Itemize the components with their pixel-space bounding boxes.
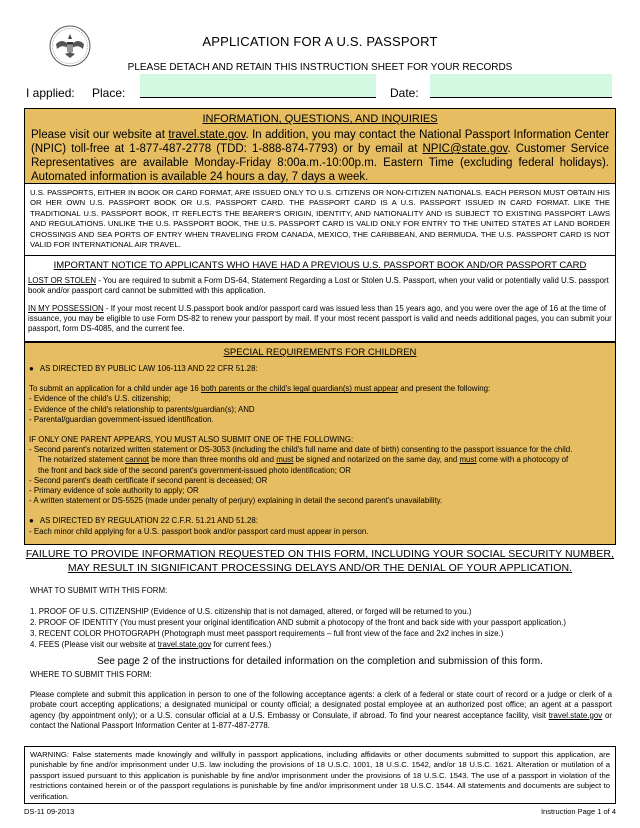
place-label: Place: xyxy=(92,86,126,100)
false-statements-warning: WARNING: False statements made knowingly and willfully in passport applications, including affidavits or other documents submitted to support this application, are punishable by fine and/or imprisonment under U.S. law including the provisions of 18 U.S.C. 1001, 18 U.S.C. 1542, and/or 18 U.S.C. 1621. Alteration or mutilation of a passport issued pursuant to this application is punishable by fine and/or imprisonment under the provisions of 18 U.S.C. 1543. The use of a passport in violation of the restrictions contained herein or of the passport regulations is punishable by fine and/or imprisonment under 18 U.S.C. 1544. All statements and documents are subject to verification. xyxy=(24,746,616,804)
one-parent-item: - Second parent's death certificate if second parent is deceased; OR xyxy=(29,475,268,485)
what-to-submit-heading: WHAT TO SUBMIT WITH THIS FORM: xyxy=(30,586,168,595)
where-to-submit-heading: WHERE TO SUBMIT THIS FORM: xyxy=(30,670,152,679)
see-page-2-note: See page 2 of the instructions for detailed information on the completion and submission of this form. xyxy=(97,656,543,667)
one-parent-item: - Second parent's notarized written statement or DS-3053 (including the child's full name and date of birth) consenting to the passport issuance for the child. xyxy=(29,445,573,455)
failure-warning: FAILURE TO PROVIDE INFORMATION REQUESTED ON THIS FORM, INCLUDING YOUR SOCIAL SECURITY NUMBER, MAY RESULT IN SIGNIFICANT PROCESSING DELAYS AND/OR THE DENIAL OF YOUR APPLICATION. xyxy=(25,548,615,574)
lost-or-stolen-paragraph: LOST OR STOLEN - You are required to submit a Form DS-64, Statement Regarding a Lost or Stolen U.S. Passport, when your valid or potentially valid U.S. passport book and/or passport card cannot be submitted with this application. xyxy=(28,276,609,295)
submit-item: 4. FEES (Please visit our website at travel.state.gov for current fees.) xyxy=(30,640,272,649)
submit-item: 3. RECENT COLOR PHOTOGRAPH (Photograph must meet passport requirements – full front view of the face and 2x2 inches in size.) xyxy=(30,629,504,638)
submit-item: 2. PROOF OF IDENTITY (You must present your original identification AND submit a photocopy of the front and back side with your passport application.) xyxy=(30,618,566,627)
information-box xyxy=(24,108,616,184)
regulation-line: ● AS DIRECTED BY REGULATION 22 C.F.R. 51.21 AND 51.28: xyxy=(25,516,615,526)
evidence-item: - Evidence of the child's U.S. citizenship; xyxy=(29,394,171,404)
form-title: APPLICATION FOR A U.S. PASSPORT xyxy=(202,34,438,49)
public-law-line: ● AS DIRECTED BY PUBLIC LAW 106-113 AND 22 CFR 51.28: xyxy=(25,364,615,374)
fees-link[interactable]: travel.state.gov xyxy=(157,640,212,649)
date-label: Date: xyxy=(390,86,419,100)
travel-state-gov-link[interactable]: travel.state.gov xyxy=(168,129,246,141)
regulation-item: - Each minor child applying for a U.S. passport book and/or passport card must appear in person. xyxy=(29,526,369,536)
info-text: Please visit our website at travel.state.gov. In addition, you may contact the National Passport Information Center (NPIC) toll-free at 1-877-487-2778 (TDD: 1-888-874-7793) or by email at NPIC@state.gov. Customer Service Representatives are available Monday-Friday 8:00a.m.-10:00p.m. Eastern Time (excluding federal holidays). Automated information is available 24 hours a day, 7 days a week. xyxy=(31,129,609,183)
one-parent-item: - A written statement or DS-5525 (made under penalty of perjury) explaining in detail the second parent's unavailability. xyxy=(29,496,443,506)
notice-heading: IMPORTANT NOTICE TO APPLICANTS WHO HAVE HAD A PREVIOUS U.S. PASSPORT BOOK AND/OR PASSPORT CARD xyxy=(53,260,587,271)
previous-passport-notice xyxy=(24,256,616,342)
submit-item: 1. PROOF OF U.S. CITIZENSHIP (Evidence of U.S. citizenship that is not damaged, altered, or forged will be returned to you.) xyxy=(30,607,472,616)
children-requirements-box xyxy=(24,342,616,545)
info-heading: INFORMATION, QUESTIONS, AND INQUIRIES xyxy=(202,113,438,125)
in-my-possession-paragraph: IN MY POSSESSION - If your most recent U.S.passport book and/or passport card was issued less than 15 years ago, and you were over the age of 16 at the time of issuance, you may be eligible to use Form DS-82 to renew your passport by mail. If your most recent passport is valid and needs additional pages, you can submit your passport, form DS-4085, and the current fee. xyxy=(28,304,612,333)
evidence-item: - Parental/guardian government-issued identification. xyxy=(29,414,214,424)
acceptance-facility-link[interactable]: travel.state.gov xyxy=(548,710,603,720)
date-input[interactable] xyxy=(430,74,612,98)
one-parent-item: - Primary evidence of sole authority to apply; OR xyxy=(29,486,199,496)
one-parent-heading: IF ONLY ONE PARENT APPEARS, YOU MUST ALSO SUBMIT ONE OF THE FOLLOWING: xyxy=(29,435,354,445)
one-parent-item-cont: the front and back side of the second parent's government-issued photo identification; OR xyxy=(38,465,351,475)
citizenship-notice: U.S. PASSPORTS, EITHER IN BOOK OR CARD FORMAT, ARE ISSUED ONLY TO U.S. CITIZENS OR NON-CITIZEN NATIONALS. EACH PERSON MUST OBTAIN HIS OR HER OWN U.S. PASSPORT BOOK OR U.S. PASSPORT CARD. THE PASSPORT CARD IS A U.S. PASSPORT ISSUED IN CARD FORMAT. LIKE THE TRADITIONAL U.S. PASSPORT BOOK, IT REFLECTS THE BEARER'S ORIGIN, IDENTITY, AND NATIONALITY AND IS SUBJECT TO EXISTING PASSPORT LAWS AND REGULATIONS. UNLIKE THE U.S. PASSPORT BOOK, THE U.S. PASSPORT CARD IS VALID ONLY FOR ENTRY TO THE UNITED STATES AT LAND BORDER CROSSINGS AND SEA PORTS OF ENTRY WHEN TRAVELING FROM CANADA, MEXICO, THE CARIBBEAN, AND BERMUDA. THE U.S. PASSPORT CARD IS NOT VALID FOR INTERNATIONAL AIR TRAVEL. xyxy=(24,184,616,256)
where-to-submit-text: Please complete and submit this application in person to one of the following acceptance agents: a clerk of a federal or state court of record or a judge or clerk of a probate court accepting applications; a designated municipal or county official; a designated postal employee at an authorized post office; an agent at a passport agency (by appointment only); or a U.S. consular official at a U.S. Embassy or Consulate, if abroad. To find your nearest acceptance facility, visit travel.state.gov or contact the National Passport Information Center at 1-877-487-2778. xyxy=(30,690,612,731)
applied-row xyxy=(26,74,616,100)
place-input[interactable] xyxy=(140,74,376,98)
form-id: DS-11 09-2013 xyxy=(24,807,75,816)
evidence-item: - Evidence of the child's relationship to parents/guardian(s); AND xyxy=(29,404,255,414)
page-indicator: Instruction Page 1 of 4 xyxy=(540,807,616,816)
child-intro: To submit an application for a child under age 16 both parents or the child's legal guardian(s) must appear and present the following: xyxy=(29,384,491,394)
form-subtitle: PLEASE DETACH AND RETAIN THIS INSTRUCTION SHEET FOR YOUR RECORDS xyxy=(127,62,513,73)
npic-email-link[interactable]: NPIC@state.gov xyxy=(422,143,508,155)
i-applied-label: I applied: xyxy=(26,86,75,100)
one-parent-item-cont: The notarized statement cannot be more than three months old and must be signed and notarized on the same day, and must come with a photocopy of xyxy=(38,455,569,465)
children-heading: SPECIAL REQUIREMENTS FOR CHILDREN xyxy=(223,347,417,358)
